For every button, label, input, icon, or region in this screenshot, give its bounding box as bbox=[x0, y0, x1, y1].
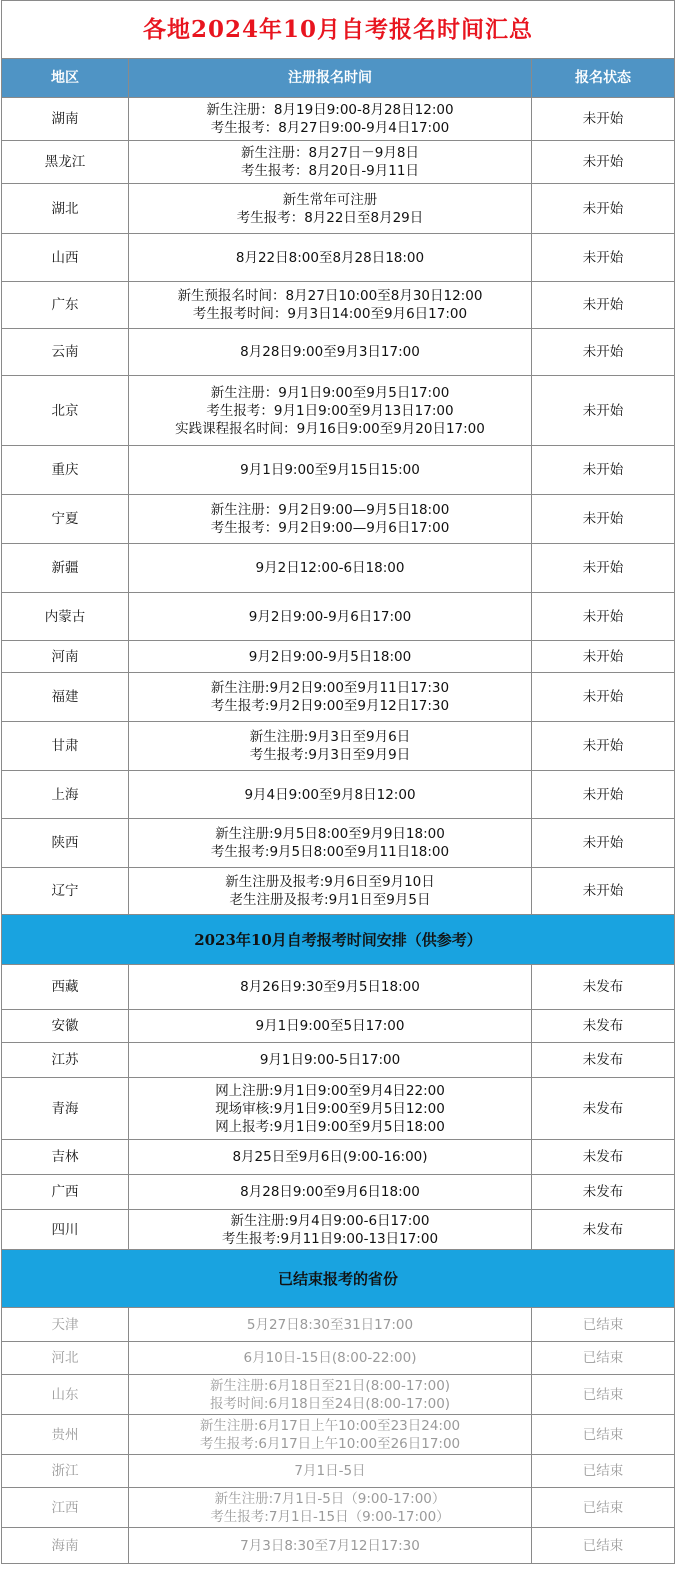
time-line: 考生报考时间：9月3日14:00至9月6日17:00 bbox=[192, 306, 468, 322]
status-cell: 未开始 bbox=[532, 141, 675, 184]
region-cell: 江苏 bbox=[2, 1043, 129, 1078]
table-row bbox=[2, 446, 675, 495]
table-row bbox=[2, 98, 675, 141]
time-line: 新生注册：9月2日9:00—9月5日18:00 bbox=[210, 502, 450, 518]
region-cell: 内蒙古 bbox=[2, 593, 129, 641]
time-cell bbox=[129, 234, 532, 282]
region-cell: 江西 bbox=[2, 1488, 129, 1528]
table-row bbox=[2, 1488, 675, 1528]
time-line: 考生报考:7月1日-15日（9:00-17:00） bbox=[210, 1508, 450, 1525]
table-row bbox=[2, 868, 675, 915]
time-line: 新生注册:9月2日9:00至9月11日17:30 bbox=[210, 680, 450, 696]
time-cell bbox=[129, 1308, 532, 1342]
time-cell bbox=[129, 1342, 532, 1375]
time-cell bbox=[129, 1210, 532, 1250]
status-cell: 未开始 bbox=[532, 819, 675, 868]
time-line: 9月2日9:00-9月5日18:00 bbox=[248, 648, 412, 665]
status-cell: 未开始 bbox=[532, 868, 675, 915]
table-row bbox=[2, 1342, 675, 1375]
table-row bbox=[2, 673, 675, 722]
time-cell bbox=[129, 819, 532, 868]
time-cell bbox=[129, 282, 532, 329]
time-line: 新生注册及报考:9月6日至9月10日 bbox=[225, 874, 435, 890]
region-cell: 陕西 bbox=[2, 819, 129, 868]
page-title: 各地2024年10月自考报名时间汇总 bbox=[2, 1, 675, 59]
time-cell bbox=[129, 722, 532, 771]
region-cell: 广东 bbox=[2, 282, 129, 329]
time-line: 考生报考:6月17日上午10:00至26日17:00 bbox=[199, 1435, 461, 1452]
registration-schedule-table bbox=[1, 0, 675, 1564]
table-row bbox=[2, 1175, 675, 1210]
region-cell: 天津 bbox=[2, 1308, 129, 1342]
time-line: 考生报考：9月1日9:00至9月13日17:00 bbox=[206, 402, 454, 419]
table-header bbox=[2, 59, 675, 98]
time-cell bbox=[129, 868, 532, 915]
region-cell: 上海 bbox=[2, 771, 129, 819]
table-row bbox=[2, 141, 675, 184]
time-line: 8月28日9:00至9月3日17:00 bbox=[240, 344, 420, 360]
section-header-row bbox=[2, 915, 675, 965]
section-title: 2023年10月自考报考时间安排（供参考） bbox=[2, 915, 675, 965]
region-cell: 海南 bbox=[2, 1528, 129, 1564]
status-cell: 未发布 bbox=[532, 1175, 675, 1210]
table-row bbox=[2, 234, 675, 282]
region-cell: 安徽 bbox=[2, 1010, 129, 1043]
status-cell: 未开始 bbox=[532, 446, 675, 495]
time-line: 新生注册:9月5日8:00至9月9日18:00 bbox=[215, 826, 445, 842]
time-cell bbox=[129, 141, 532, 184]
status-cell: 未开始 bbox=[532, 593, 675, 641]
status-cell: 未开始 bbox=[532, 722, 675, 771]
time-line: 新生注册:6月17日上午10:00至23日24:00 bbox=[199, 1417, 461, 1434]
time-line: 新生注册：8月27日－9月8日 bbox=[241, 145, 419, 161]
region-cell: 四川 bbox=[2, 1210, 129, 1250]
time-line: 考生报考：9月2日9:00—9月6日17:00 bbox=[210, 520, 450, 536]
status-cell: 未发布 bbox=[532, 1043, 675, 1078]
time-line: 新生注册：8月19日9:00-8月28日12:00 bbox=[206, 102, 454, 118]
time-line: 考生报考:9月3日至9月9日 bbox=[249, 747, 411, 763]
time-cell bbox=[129, 376, 532, 446]
status-cell: 已结束 bbox=[532, 1415, 675, 1455]
time-line: 新生注册：9月1日9:00至9月5日17:00 bbox=[210, 384, 450, 401]
region-cell: 青海 bbox=[2, 1078, 129, 1140]
table-row bbox=[2, 965, 675, 1010]
time-line: 8月26日9:30至9月5日18:00 bbox=[240, 979, 420, 995]
table-row bbox=[2, 1528, 675, 1564]
time-line: 6月10日-15日(8:00-22:00) bbox=[243, 1350, 417, 1366]
time-cell bbox=[129, 771, 532, 819]
status-cell: 未开始 bbox=[532, 673, 675, 722]
time-cell bbox=[129, 446, 532, 495]
header-time: 注册报名时间 bbox=[129, 59, 532, 98]
time-line: 新生预报名时间：8月27日10:00至8月30日12:00 bbox=[177, 288, 483, 304]
region-cell: 黑龙江 bbox=[2, 141, 129, 184]
time-line: 考生报考:9月5日8:00至9月11日18:00 bbox=[210, 844, 450, 860]
status-cell: 未开始 bbox=[532, 544, 675, 593]
time-cell bbox=[129, 1010, 532, 1043]
status-cell: 已结束 bbox=[532, 1455, 675, 1488]
section-title: 已结束报考的省份 bbox=[2, 1250, 675, 1308]
time-line: 8月22日8:00至8月28日18:00 bbox=[235, 249, 425, 266]
time-cell bbox=[129, 1415, 532, 1455]
table-row bbox=[2, 819, 675, 868]
region-cell: 北京 bbox=[2, 376, 129, 446]
time-line: 新生常年可注册 bbox=[282, 191, 378, 208]
time-line: 5月27日8:30至31日17:00 bbox=[246, 1316, 414, 1333]
time-line: 新生注册:7月1日-5日（9:00-17:00） bbox=[214, 1490, 446, 1507]
time-line: 9月2日9:00-9月6日17:00 bbox=[248, 608, 412, 625]
status-cell: 未发布 bbox=[532, 1210, 675, 1250]
status-cell: 未开始 bbox=[532, 184, 675, 234]
region-cell: 辽宁 bbox=[2, 868, 129, 915]
time-cell bbox=[129, 1043, 532, 1078]
time-line: 报考时间:6月18日至24日(8:00-17:00) bbox=[209, 1395, 451, 1412]
time-line: 新生注册:9月3日至9月6日 bbox=[249, 729, 411, 745]
status-cell: 未发布 bbox=[532, 965, 675, 1010]
status-cell: 未开始 bbox=[532, 641, 675, 673]
region-cell: 福建 bbox=[2, 673, 129, 722]
time-line: 新生注册:9月4日9:00-6日17:00 bbox=[230, 1212, 430, 1229]
table-row bbox=[2, 1010, 675, 1043]
time-cell bbox=[129, 1140, 532, 1175]
time-cell bbox=[129, 1375, 532, 1415]
table-row bbox=[2, 1375, 675, 1415]
region-cell: 广西 bbox=[2, 1175, 129, 1210]
time-cell bbox=[129, 593, 532, 641]
status-cell: 已结束 bbox=[532, 1528, 675, 1564]
region-cell: 新疆 bbox=[2, 544, 129, 593]
time-line: 考生报考：8月27日9:00-9月4日17:00 bbox=[210, 120, 450, 136]
header-region: 地区 bbox=[2, 59, 129, 98]
time-line: 8月25日至9月6日(9:00-16:00) bbox=[232, 1149, 428, 1165]
time-line: 考生报考：8月22日至8月29日 bbox=[236, 209, 424, 226]
time-cell bbox=[129, 1488, 532, 1528]
region-cell: 宁夏 bbox=[2, 495, 129, 544]
table-row bbox=[2, 184, 675, 234]
status-cell: 已结束 bbox=[532, 1308, 675, 1342]
region-cell: 甘肃 bbox=[2, 722, 129, 771]
status-cell: 已结束 bbox=[532, 1488, 675, 1528]
table-row bbox=[2, 376, 675, 446]
time-cell bbox=[129, 329, 532, 376]
region-cell: 山东 bbox=[2, 1375, 129, 1415]
time-line: 9月1日9:00-5日17:00 bbox=[259, 1052, 401, 1068]
time-cell bbox=[129, 1528, 532, 1564]
time-line: 考生报考:9月11日9:00-13日17:00 bbox=[221, 1230, 439, 1247]
region-cell: 浙江 bbox=[2, 1455, 129, 1488]
time-line: 新生注册:6月18日至21日(8:00-17:00) bbox=[209, 1377, 451, 1394]
region-cell: 重庆 bbox=[2, 446, 129, 495]
table-row bbox=[2, 593, 675, 641]
region-cell: 西藏 bbox=[2, 965, 129, 1010]
time-cell bbox=[129, 673, 532, 722]
region-cell: 湖南 bbox=[2, 98, 129, 141]
time-line: 网上注册:9月1日9:00至9月4日22:00 bbox=[215, 1082, 445, 1099]
time-cell bbox=[129, 1175, 532, 1210]
status-cell: 未开始 bbox=[532, 282, 675, 329]
time-line: 9月2日12:00-6日18:00 bbox=[255, 560, 405, 576]
time-cell bbox=[129, 495, 532, 544]
time-line: 考生报考:9月2日9:00至9月12日17:30 bbox=[210, 698, 450, 714]
time-cell bbox=[129, 1455, 532, 1488]
table-row bbox=[2, 771, 675, 819]
time-cell bbox=[129, 544, 532, 593]
region-cell: 河北 bbox=[2, 1342, 129, 1375]
table-row bbox=[2, 1043, 675, 1078]
table-row bbox=[2, 722, 675, 771]
status-cell: 未开始 bbox=[532, 495, 675, 544]
region-cell: 云南 bbox=[2, 329, 129, 376]
time-line: 老生注册及报考:9月1日至9月5日 bbox=[229, 892, 431, 908]
table-row bbox=[2, 1140, 675, 1175]
table-row bbox=[2, 1308, 675, 1342]
region-cell: 山西 bbox=[2, 234, 129, 282]
region-cell: 吉林 bbox=[2, 1140, 129, 1175]
table-row bbox=[2, 329, 675, 376]
time-line: 9月1日9:00至5日17:00 bbox=[255, 1018, 405, 1034]
time-line: 9月1日9:00至9月15日15:00 bbox=[240, 462, 420, 478]
section-header-row bbox=[2, 1250, 675, 1308]
time-line: 9月4日9:00至9月8日12:00 bbox=[244, 786, 416, 803]
time-line: 7月3日8:30至7月12日17:30 bbox=[240, 1537, 420, 1554]
header-status: 报名状态 bbox=[532, 59, 675, 98]
time-line: 现场审核:9月1日9:00至9月5日12:00 bbox=[215, 1100, 445, 1117]
status-cell: 未发布 bbox=[532, 1010, 675, 1043]
table-row bbox=[2, 1455, 675, 1488]
status-cell: 未开始 bbox=[532, 376, 675, 446]
table-row bbox=[2, 1210, 675, 1250]
table-row bbox=[2, 1078, 675, 1140]
status-cell: 未开始 bbox=[532, 771, 675, 819]
status-cell: 未开始 bbox=[532, 234, 675, 282]
table-row bbox=[2, 282, 675, 329]
region-cell: 贵州 bbox=[2, 1415, 129, 1455]
table-row bbox=[2, 1415, 675, 1455]
time-line: 网上报考:9月1日9:00至9月5日18:00 bbox=[215, 1118, 445, 1135]
time-cell bbox=[129, 184, 532, 234]
time-line: 实践课程报名时间：9月16日9:00至9月20日17:00 bbox=[175, 420, 485, 437]
status-cell: 未发布 bbox=[532, 1078, 675, 1140]
time-line: 8月28日9:00至9月6日18:00 bbox=[240, 1184, 420, 1200]
region-cell: 湖北 bbox=[2, 184, 129, 234]
region-cell: 河南 bbox=[2, 641, 129, 673]
status-cell: 未开始 bbox=[532, 329, 675, 376]
time-line: 7月1日-5日 bbox=[294, 1463, 366, 1479]
time-line: 考生报考：8月20日-9月11日 bbox=[241, 163, 419, 179]
status-cell: 未发布 bbox=[532, 1140, 675, 1175]
table-row bbox=[2, 495, 675, 544]
status-cell: 已结束 bbox=[532, 1342, 675, 1375]
time-cell bbox=[129, 1078, 532, 1140]
status-cell: 未开始 bbox=[532, 98, 675, 141]
time-cell bbox=[129, 965, 532, 1010]
table-row bbox=[2, 544, 675, 593]
status-cell: 已结束 bbox=[532, 1375, 675, 1415]
table-row bbox=[2, 641, 675, 673]
time-cell bbox=[129, 641, 532, 673]
time-cell bbox=[129, 98, 532, 141]
